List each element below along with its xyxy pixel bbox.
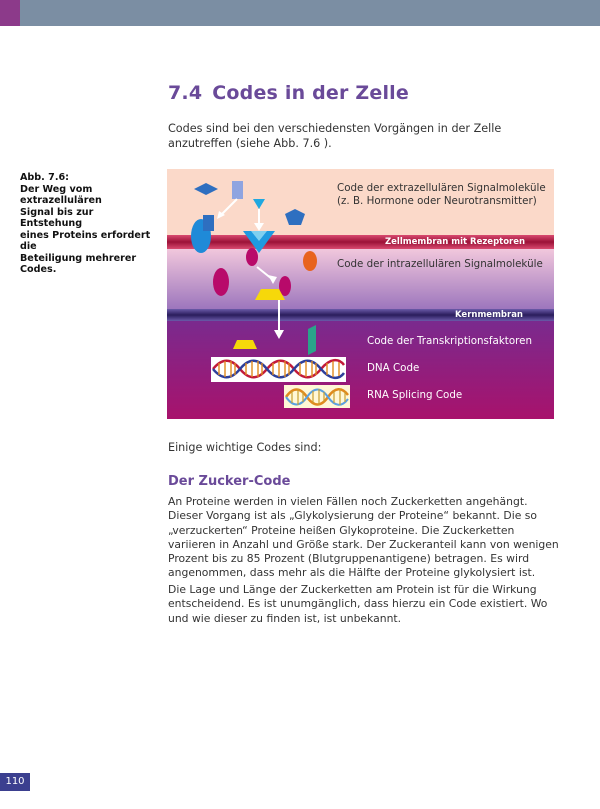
intro-paragraph: Codes sind bei den verschiedensten Vorgängen in der Zelle anzutreffen (siehe Abb. 7.6 ). — [168, 122, 502, 150]
label-intracellular: Code der intrazellulären Signalmoleküle — [337, 258, 543, 270]
section-number: 7.4 — [168, 82, 203, 104]
caption-line: Signal bis zur Entstehung — [20, 206, 94, 229]
caption-line: eines Proteins erfordert die — [20, 229, 151, 252]
header-accent — [0, 0, 20, 26]
signal-rectangle — [232, 181, 243, 199]
receptor-left-bound — [203, 215, 214, 231]
body-paragraph-2: Die Lage und Länge der Zuckerketten am Protein ist für die Wirkung entscheidend. Es ist unumgänglich, dass hierzu ein Code existiert. Wo und wie dieser zu finden ist, ist unbekannt. — [168, 583, 548, 625]
body-paragraph-1: An Proteine werden in vielen Fällen noch Zuckerketten angehängt. Dieser Vorgang ist als „Glykolysierung der Proteine“ bekannt. Die so „verzuckerten“ Proteine heißen Glykoproteine. Die Zuckerketten variieren in Anzahl und Größe stark. Der Zuckeranteil kann von wenigen Prozent bis zu 85 Prozent (Blutgruppenantigene) betragen. Es wird angenommen, dass mehr als die Hälfte der Proteine glykolysiert ist. — [168, 495, 559, 580]
caption-line: Beteiligung mehrerer Codes. — [20, 252, 137, 275]
top-header-bar — [0, 0, 600, 26]
label-extracellular — [337, 182, 546, 208]
cell-signal-diagram — [167, 169, 554, 419]
page-number: 110 — [0, 773, 30, 791]
label-extracellular-line-2: (z. B. Hormone oder Neurotransmitter) — [337, 195, 537, 207]
intracellular-signal — [246, 248, 258, 266]
transcription-factor-yellow — [233, 340, 257, 349]
label-dna-code: DNA Code — [367, 362, 420, 374]
intracellular-magenta-left — [213, 268, 229, 296]
label-nuclear-membrane: Kernmembran — [455, 310, 523, 320]
intracellular-orange — [303, 251, 317, 271]
section-title-text: Codes in der Zelle — [212, 82, 409, 104]
section-title — [168, 82, 409, 104]
caption-line: Abb. 7.6: — [20, 172, 69, 183]
codes-intro-line: Einige wichtige Codes sind: — [168, 441, 322, 454]
label-rna-splicing-code: RNA Splicing Code — [367, 389, 463, 401]
label-transcription-factors: Code der Transkriptionsfaktoren — [367, 335, 533, 347]
caption-line: Der Weg vom extrazellulären — [20, 183, 102, 206]
transcription-factor-teal — [308, 325, 316, 355]
subsection-title: Der Zucker-Code — [168, 474, 291, 489]
label-cell-membrane: Zellmembran mit Rezeptoren — [385, 237, 526, 247]
label-extracellular-line-1: Code der extrazellulären Signalmoleküle — [337, 182, 546, 194]
figure-caption — [20, 172, 158, 276]
